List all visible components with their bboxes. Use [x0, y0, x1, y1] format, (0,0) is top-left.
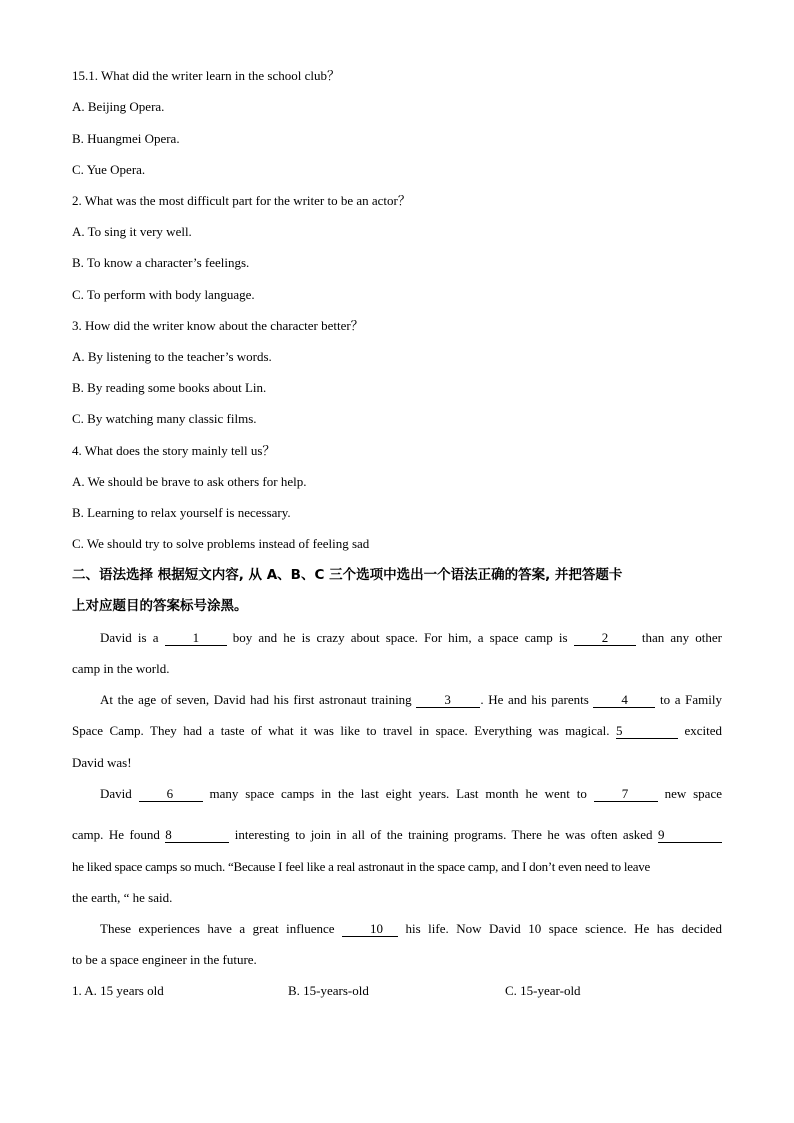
- option-4b: B. Learning to relax yourself is necessary.: [72, 505, 291, 520]
- blank-4: 4: [593, 693, 655, 708]
- option-a: 1. A. 15 years old: [72, 983, 164, 998]
- passage-line: These experiences have a great influence 10 his life. Now David 10 space science. He has decided: [100, 921, 722, 936]
- blank-1: 1: [165, 631, 227, 646]
- question-1: 15.1. What did the writer learn in the school club？: [72, 68, 340, 83]
- option-1b: B. Huangmei Opera.: [72, 131, 180, 146]
- passage-line: David is a 1 boy and he is crazy about space. For him, a space camp is 2 than any other: [100, 630, 722, 645]
- passage-line: he liked space camps so much. “Because I feel like a real astronaut in the space camp, and I don’t even need to leave: [72, 859, 651, 874]
- passage-line: David was!: [72, 755, 132, 770]
- option-c: C. 15-year-old: [505, 983, 581, 998]
- question-3: 3. How did the writer know about the character better？: [72, 318, 364, 333]
- option-4c: C. We should try to solve problems instead of feeling sad: [72, 536, 370, 551]
- passage-line: David 6 many space camps in the last eight years. Last month he went to 7 new space: [100, 786, 722, 801]
- passage-line: to be a space engineer in the future.: [72, 952, 257, 967]
- passage-line: camp in the world.: [72, 661, 170, 676]
- option-2c: C. To perform with body language.: [72, 287, 255, 302]
- option-1a: A. Beijing Opera.: [72, 99, 165, 114]
- blank-7: 7: [594, 787, 658, 802]
- blank-10: 10: [342, 922, 398, 937]
- option-3a: A. By listening to the teacher’s words.: [72, 349, 272, 364]
- blank-6: 6: [139, 787, 203, 802]
- passage-line: At the age of seven, David had his first astronaut training 3 . He and his parents 4 to a Family: [100, 692, 723, 707]
- option-2a: A. To sing it very well.: [72, 224, 192, 239]
- blank-2: 2: [574, 631, 636, 646]
- blank-5: 5: [616, 724, 678, 739]
- passage-line: the earth, “ he said.: [72, 890, 173, 905]
- passage-line: Space Camp. They had a taste of what it was like to travel in space. Everything was magical. 5 excited: [72, 723, 722, 738]
- section-heading-line-1: 二、语法选择 根据短文内容, 从 A、B、C 三个选项中选出一个语法正确的答案, 并把答题卡: [72, 567, 623, 583]
- option-3c: C. By watching many classic films.: [72, 411, 257, 426]
- option-2b: B. To know a character’s feelings.: [72, 255, 250, 270]
- question-4: 4. What does the story mainly tell us？: [72, 443, 276, 458]
- option-b: B. 15-years-old: [288, 983, 369, 998]
- option-4a: A. We should be brave to ask others for help.: [72, 474, 307, 489]
- option-1c: C. Yue Opera.: [72, 162, 146, 177]
- option-3b: B. By reading some books about Lin.: [72, 380, 267, 395]
- blank-8: 8: [165, 828, 229, 843]
- section-heading-line-2: 上对应题目的答案标号涂黑。: [72, 598, 248, 614]
- blank-9: 9: [658, 828, 722, 843]
- blank-3: 3: [416, 693, 480, 708]
- question-2: 2. What was the most difficult part for the writer to be an actor？: [72, 193, 411, 208]
- passage-line: camp. He found 8 interesting to join in all of the training programs. There he was often asked 9: [72, 826, 722, 844]
